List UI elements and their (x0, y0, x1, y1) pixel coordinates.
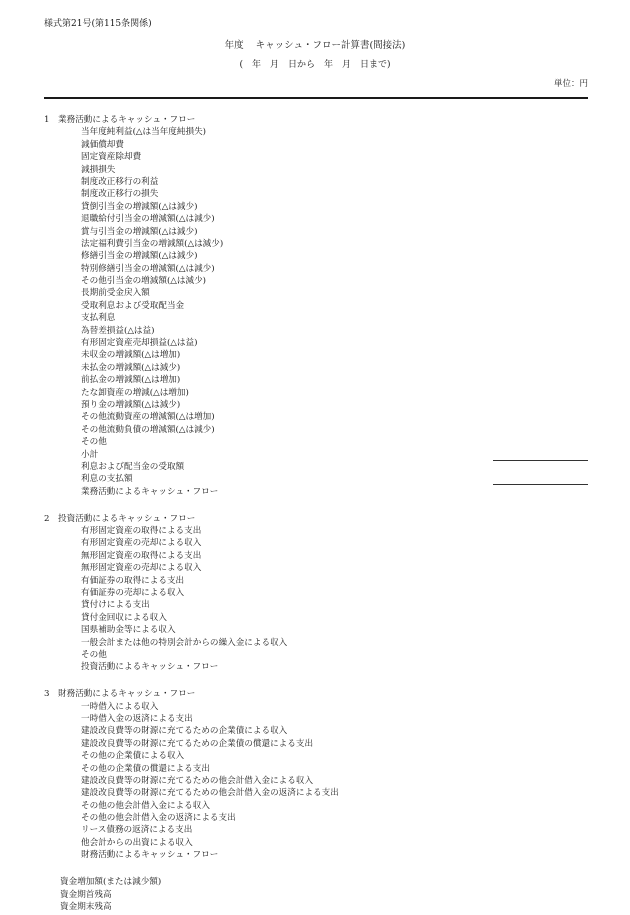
line-item-label: その他 (81, 437, 107, 448)
line-item (0, 612, 630, 624)
line-item-label: 建設改良費等の財源に充てるための他会計借入金による収入 (81, 775, 314, 786)
section-2 (0, 513, 630, 674)
title-name: キャッシュ・フロー計算書(間接法) (255, 40, 406, 51)
line-item (0, 738, 630, 750)
line-item (0, 411, 630, 423)
title-year: 年度 (224, 40, 244, 51)
line-item-label: 有価証券の取得による支出 (81, 575, 185, 586)
line-item-label: 有形固定資産の取得による支出 (81, 526, 202, 536)
line-item (0, 824, 630, 836)
line-item-list (0, 701, 630, 862)
line-item-label: 建設改良費等の財源に充てるための他会計借入金の返済による支出 (81, 788, 339, 799)
section-title: 財務活動によるキャッシュ・フロー (58, 689, 196, 700)
line-item-label: 貸倒引当金の増減額(△は減少) (81, 201, 198, 212)
line-item-label: 無形固定資産の売却による収入 (81, 563, 202, 574)
line-item (0, 188, 630, 200)
line-item-list (0, 525, 630, 674)
line-item-label: 制度改正移行の損失 (81, 189, 159, 200)
line-item (0, 775, 630, 787)
line-item-label: 支払利息 (81, 313, 116, 324)
header-rule (44, 97, 588, 99)
line-item-label: その他の企業債による収入 (81, 751, 185, 762)
line-item (0, 424, 630, 436)
line-item (0, 213, 630, 225)
line-item-label: 有形固定資産の売却による収入 (81, 538, 202, 549)
line-item (0, 649, 630, 661)
line-item (0, 250, 630, 262)
line-item (0, 812, 630, 824)
line-item-label: その他の企業債の償還による支出 (81, 763, 210, 774)
line-item-label: 未払金の増減額(△は減少) (81, 362, 181, 373)
line-item (0, 151, 630, 163)
line-item-label: 一時借入による収入 (81, 701, 159, 712)
cash-balance-totals (0, 876, 630, 913)
line-item-label: 前払金の増減額(△は増加) (81, 375, 181, 386)
line-item-label: その他の他会計借入金による収入 (81, 800, 210, 811)
line-item-label: たな卸資産の増減(△は増加) (81, 387, 189, 398)
section-header (0, 688, 630, 700)
line-item-label: 一般会計または他の特別会計からの繰入金による収入 (81, 637, 288, 648)
total-label: 資金期末残高 (60, 901, 112, 912)
line-item (0, 725, 630, 737)
currency-unit: 単位：円 (553, 79, 588, 89)
line-item (0, 287, 630, 299)
line-item-label: 利息の支払額 (81, 474, 133, 485)
line-item (0, 587, 630, 599)
line-item-label: 退職給付引当金の増減額(△は減少) (81, 214, 215, 225)
line-item-list (0, 126, 630, 498)
line-item (0, 562, 630, 574)
line-item (0, 575, 630, 587)
line-item-label: 一時借入金の返済による支出 (81, 713, 193, 724)
section-header (0, 114, 630, 126)
line-item-label: 無形固定資産の取得による支出 (81, 550, 202, 561)
line-item-label: 国県補助金等による収入 (81, 625, 176, 636)
line-item-label: 建設改良費等の財源に充てるための企業債による収入 (81, 726, 288, 737)
line-item-label: 固定資産除却費 (81, 152, 142, 163)
line-item-label: 預り金の増減額(△は減少) (81, 399, 181, 410)
line-item-label: 投資活動によるキャッシュ・フロー (81, 662, 219, 673)
line-item-label: 小計 (81, 449, 99, 460)
line-item (0, 550, 630, 562)
form-number: 様式第21号(第115条関係) (44, 19, 152, 29)
line-item (0, 312, 630, 324)
reporting-period: ( 年 月 日から 年 月 日まで) (239, 60, 391, 70)
line-item (0, 387, 630, 399)
line-item-label: 財務活動によるキャッシュ・フロー (81, 850, 219, 861)
line-item-label: 受取利息および受取配当金 (81, 300, 185, 311)
line-item (0, 624, 630, 636)
line-item (0, 275, 630, 287)
line-item-label: 当年度純利益(△は当年度純損失) (81, 127, 207, 138)
total-label: 資金期首残高 (60, 889, 112, 900)
line-item (0, 449, 630, 461)
line-item-label: 建設改良費等の財源に充てるための企業債の償還による支出 (81, 738, 314, 749)
total-line (0, 876, 630, 888)
section-number: 3 (44, 689, 50, 700)
line-item (0, 349, 630, 361)
line-item (0, 486, 630, 498)
line-item (0, 537, 630, 549)
line-item-label: その他の他会計借入金の返済による支出 (81, 813, 236, 824)
line-item-label: その他流動負債の増減額(△は減少) (81, 424, 215, 435)
line-item-label: リース債務の返済による支出 (81, 825, 193, 836)
statement-title (0, 40, 630, 52)
line-item (0, 525, 630, 537)
line-item (0, 763, 630, 775)
line-item-label: 減損損失 (81, 164, 116, 175)
line-item-label: 他会計からの出資による収入 (81, 837, 193, 848)
section-number: 2 (44, 513, 50, 524)
line-item (0, 164, 630, 176)
line-item (0, 238, 630, 250)
total-line (0, 901, 630, 913)
line-item (0, 637, 630, 649)
section-1 (0, 114, 630, 498)
line-item (0, 800, 630, 812)
line-item (0, 701, 630, 713)
line-item-label: 減価償却費 (81, 139, 124, 150)
line-item-label: 貸付けによる支出 (81, 600, 150, 611)
line-item-label: 為替差損益(△は益) (81, 325, 155, 336)
line-item (0, 599, 630, 611)
line-item (0, 126, 630, 138)
line-item-label: その他引当金の増減額(△は減少) (81, 276, 207, 287)
total-label: 資金増加額(または減少額) (60, 877, 162, 888)
line-item-label: 修繕引当金の増減額(△は減少) (81, 251, 198, 262)
line-item (0, 661, 630, 673)
line-item (0, 300, 630, 312)
section-title: 業務活動によるキャッシュ・フロー (58, 115, 196, 125)
line-item-label: その他 (81, 649, 107, 660)
line-item-label: 賞与引当金の増減額(△は減少) (81, 226, 198, 237)
line-item (0, 325, 630, 337)
statement-sections (0, 114, 630, 913)
section-3 (0, 688, 630, 861)
line-item (0, 750, 630, 762)
line-item-label: 特別修繕引当金の増減額(△は減少) (81, 263, 215, 274)
line-item (0, 849, 630, 861)
line-item (0, 139, 630, 151)
line-item (0, 473, 630, 485)
line-item-label: 貸付金回収による収入 (81, 612, 167, 623)
section-title: 投資活動によるキャッシュ・フロー (58, 513, 196, 524)
line-item-label: 未収金の増減額(△は増加) (81, 350, 181, 361)
line-item-label: 有価証券の売却による収入 (81, 587, 185, 598)
line-item-label: 有形固定資産売却損益(△は益) (81, 338, 198, 349)
line-item-label: 長期前受金戻入額 (81, 288, 150, 299)
section-number: 1 (44, 115, 50, 125)
line-item-label: 利息および配当金の受取額 (81, 461, 185, 472)
total-line (0, 889, 630, 901)
line-item (0, 374, 630, 386)
line-item (0, 461, 630, 473)
line-item (0, 713, 630, 725)
line-item (0, 337, 630, 349)
line-item (0, 787, 630, 799)
line-item (0, 399, 630, 411)
line-item (0, 837, 630, 849)
line-item-label: その他流動資産の増減額(△は増加) (81, 412, 215, 423)
line-item-label: 制度改正移行の利益 (81, 176, 159, 187)
line-item (0, 201, 630, 213)
section-header (0, 513, 630, 525)
line-item (0, 362, 630, 374)
line-item (0, 176, 630, 188)
line-item (0, 226, 630, 238)
line-item-label: 業務活動によるキャッシュ・フロー (81, 486, 219, 497)
line-item (0, 436, 630, 448)
line-item (0, 263, 630, 275)
line-item-label: 法定福利費引当金の増減額(△は減少) (81, 238, 224, 249)
